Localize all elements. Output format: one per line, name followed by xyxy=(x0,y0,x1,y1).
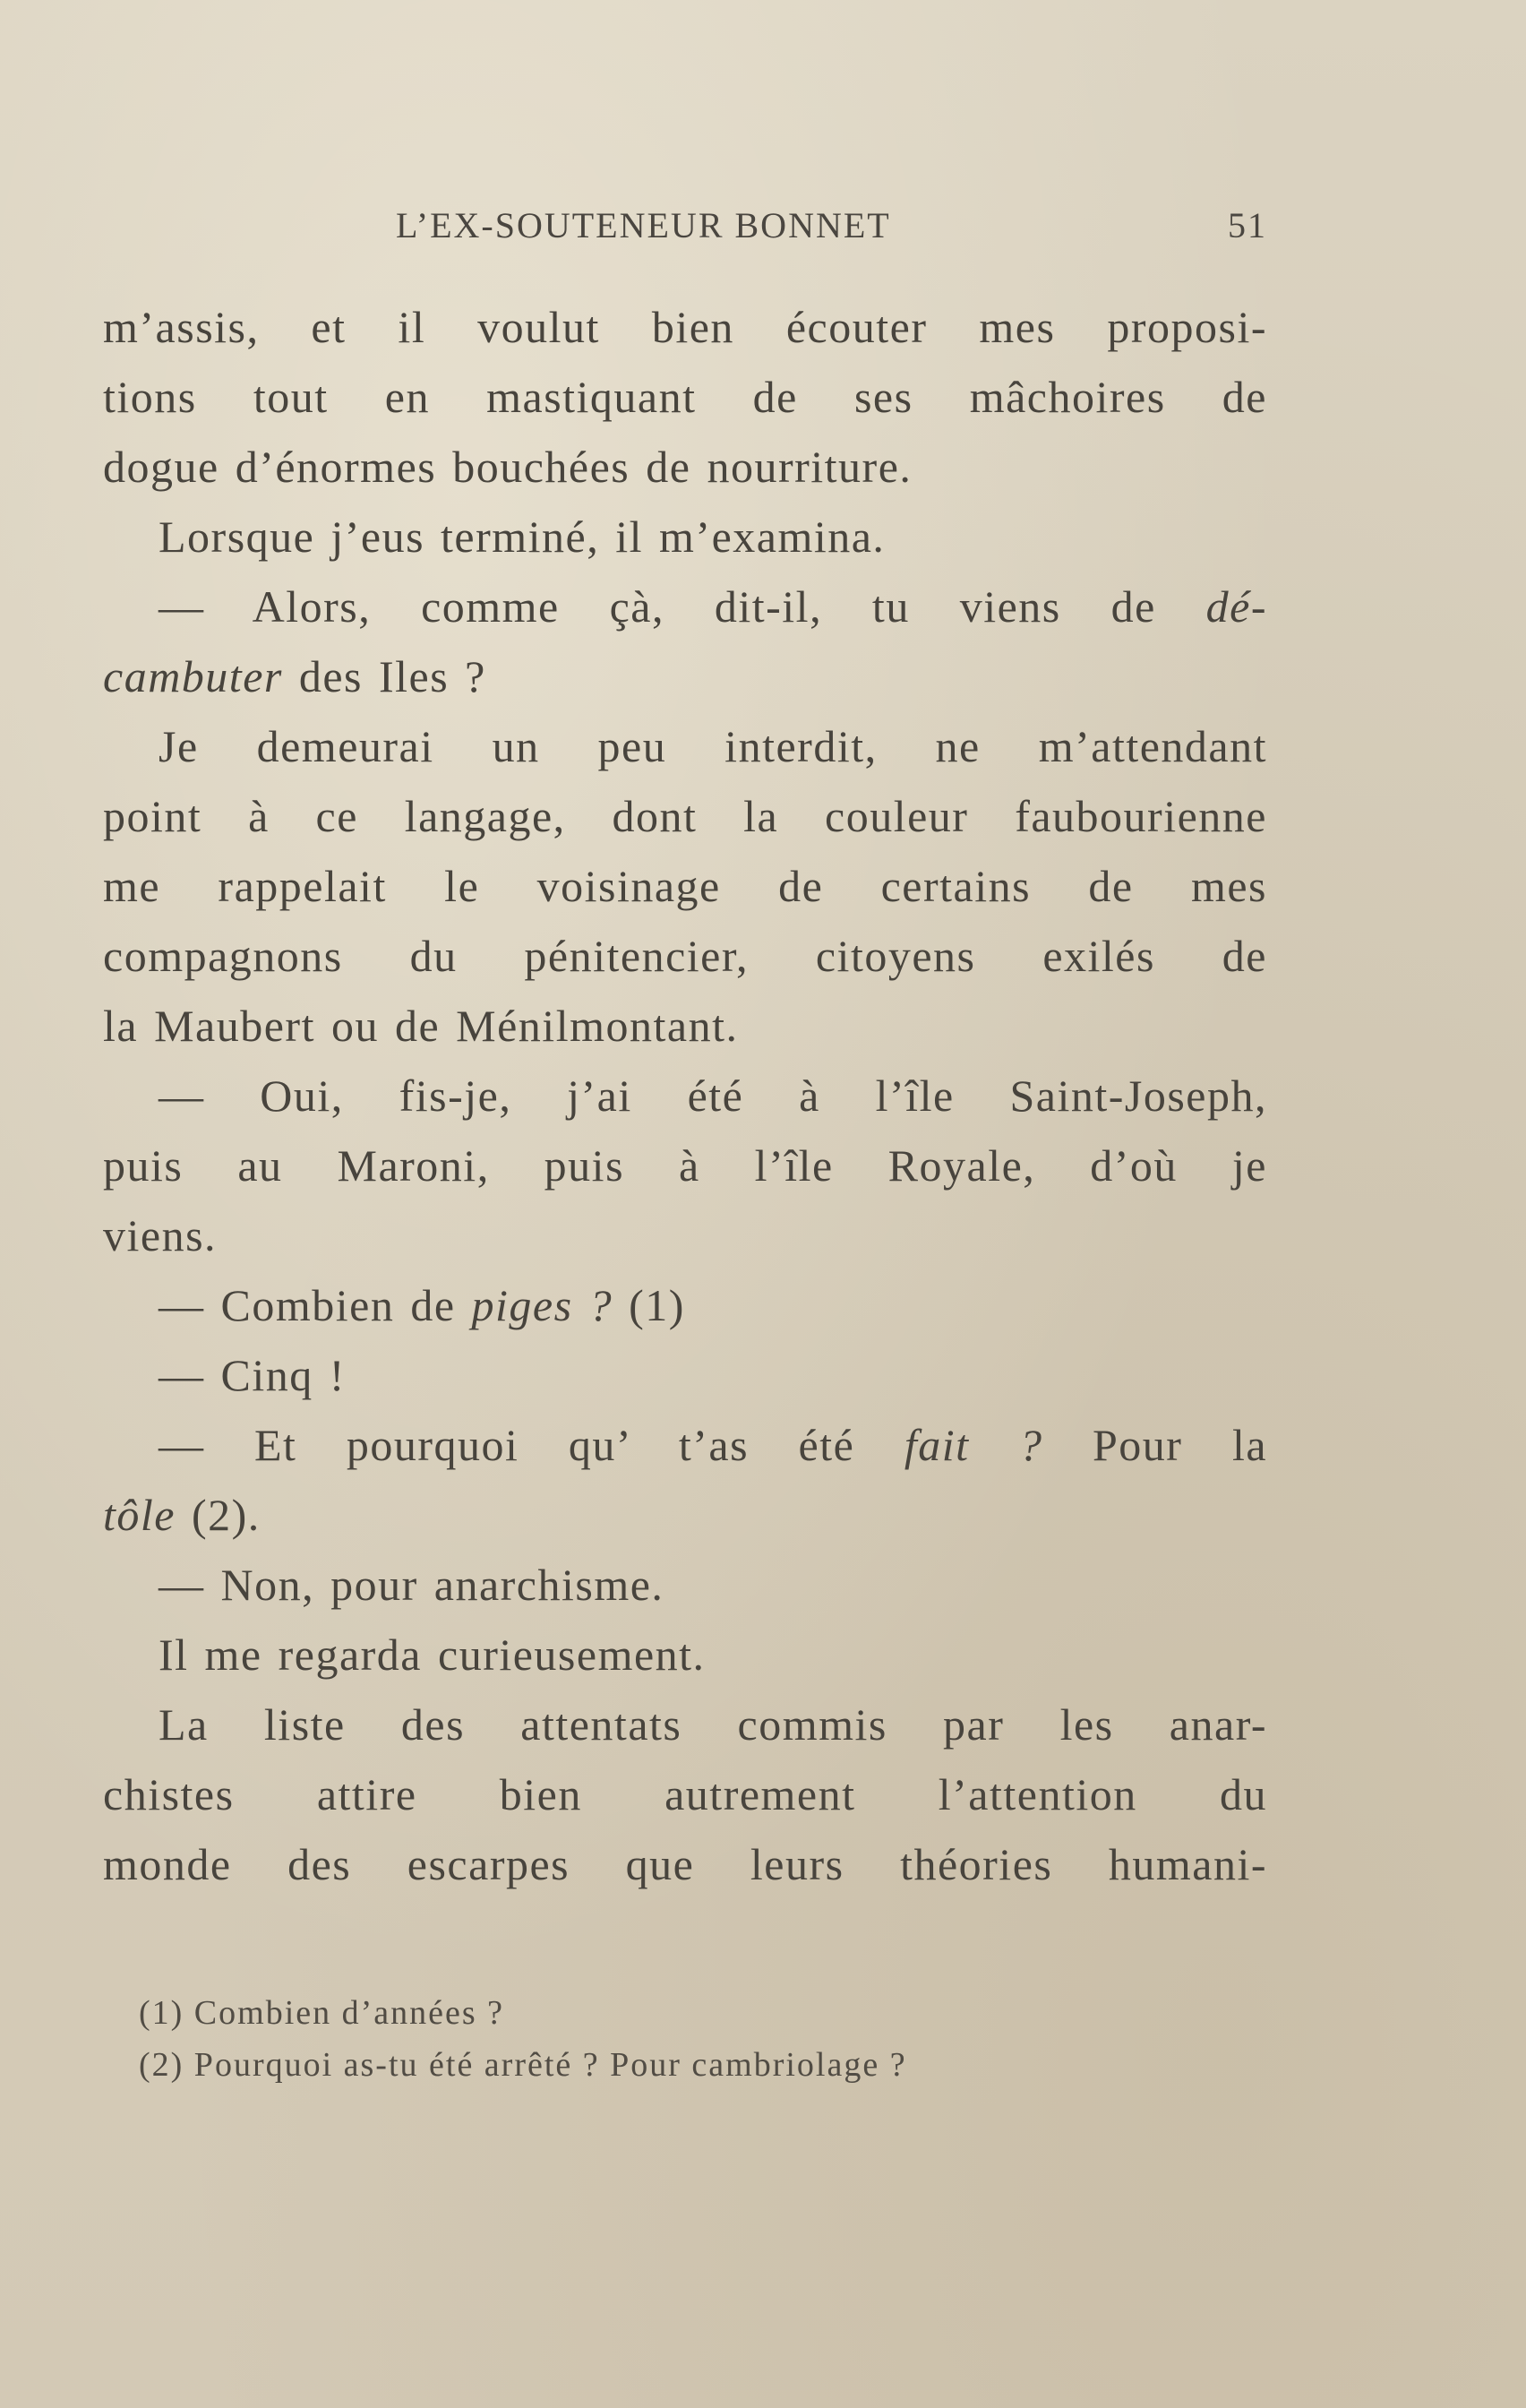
running-head xyxy=(103,204,1267,254)
running-title: L’EX-SOUTENEUR BONNET xyxy=(396,205,891,245)
text-line: m’assis, et il voulut bien écouter mes proposi- xyxy=(103,302,1267,352)
text-line xyxy=(103,572,1267,641)
text-segment: — Combien de xyxy=(159,1280,456,1330)
italic-segment: tôle xyxy=(103,1490,176,1540)
italic-segment: dé- xyxy=(1205,581,1268,632)
text-line: Il me regarda curieusement. xyxy=(159,1630,706,1680)
text-line xyxy=(103,641,1267,711)
text-line: viens. xyxy=(103,1210,218,1260)
text-line: monde des escarpes que leurs théories humani- xyxy=(103,1839,1267,1889)
text-segment: des Iles ? xyxy=(298,651,486,701)
text-line: tions tout en mastiquant de ses mâchoires de xyxy=(103,372,1267,422)
footnote-2: (2) Pourquoi as-tu été arrêté ? Pour cambriolage ? xyxy=(139,2046,907,2084)
text-line: — Oui, fis-je, j’ai été à l’île Saint-Joseph, xyxy=(159,1071,1267,1121)
text-line: Lorsque j’eus terminé, il m’examina. xyxy=(159,512,886,562)
text-line xyxy=(103,1480,1267,1550)
text-line: puis au Maroni, puis à l’île Royale, d’où je xyxy=(103,1140,1267,1191)
text-line: me rappelait le voisinage de certains de mes xyxy=(103,861,1267,911)
text-line xyxy=(103,1270,1267,1340)
text-line: — Non, pour anarchisme. xyxy=(159,1560,664,1610)
text-line: Je demeurai un peu interdit, ne m’attendant xyxy=(159,721,1267,771)
footnotes xyxy=(139,1987,1213,2091)
italic-segment: piges ? xyxy=(471,1280,613,1330)
text-segment: Pour la xyxy=(1093,1420,1268,1470)
text-line: point à ce langage, dont la couleur faubourienne xyxy=(103,791,1267,841)
text-segment: — Et pourquoi qu’ t’as été xyxy=(159,1420,855,1470)
text-line: La liste des attentats commis par les anar- xyxy=(159,1699,1267,1750)
body-text xyxy=(103,292,1267,1899)
page-number: 51 xyxy=(1228,205,1267,245)
footnote-ref: (1) xyxy=(629,1280,685,1330)
text-segment: — Alors, comme çà, dit-il, tu viens de xyxy=(159,581,1156,632)
italic-segment: cambuter xyxy=(103,651,283,701)
text-line: compagnons du pénitencier, citoyens exilés de xyxy=(103,931,1267,981)
text-line: dogue d’énormes bouchées de nourriture. xyxy=(103,442,913,492)
footnote-ref: (2). xyxy=(191,1490,261,1540)
italic-segment: fait ? xyxy=(904,1420,1043,1470)
text-line xyxy=(103,1410,1267,1480)
text-line: — Cinq ! xyxy=(159,1350,346,1400)
text-line: chistes attire bien autrement l’attention du xyxy=(103,1769,1267,1819)
text-line: la Maubert ou de Ménilmontant. xyxy=(103,1001,739,1051)
footnote-1: (1) Combien d’années ? xyxy=(139,1994,505,2032)
